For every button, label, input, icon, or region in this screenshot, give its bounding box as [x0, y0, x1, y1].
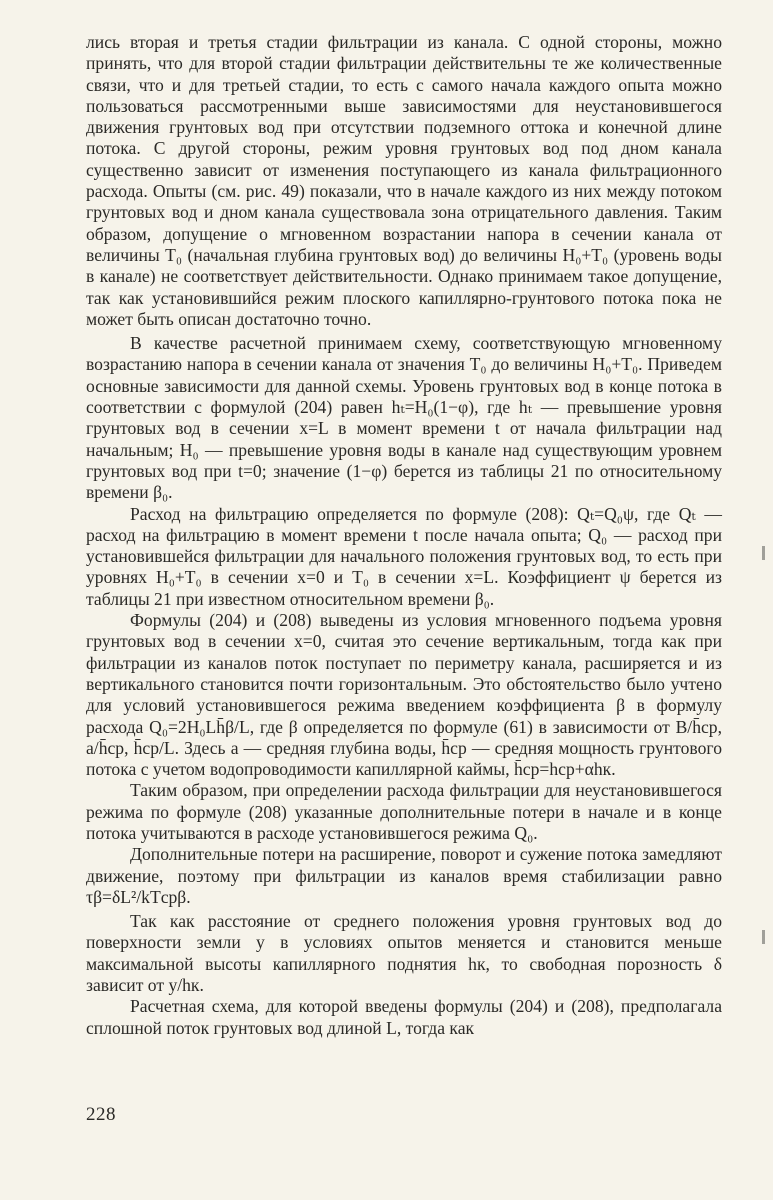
paragraph-1: лись вторая и третья стадии фильтрации из канала. С одной стороны, можно принять, что для второй стадии фильтрации действительны те же количественные связи, что и для третьей стадии, то есть с самого начала каждого опыта можно пользоваться рассмотренными выше зависимостями для неустановившегося движения грунтовых вод при отсутствии подземного оттока и конечной длине потока. С другой стороны, режим уровня грунтовых вод под дном канала существенно зависит от изменения поступающего из канала фильтрационного расхода. Опыты (см. рис. 49) показали, что в начале каждого из них между потоком грунтовых вод и дном канала существовала зона отрицательного давления. Таким образом, допущение о мгновенном возрастании напора в сечении канала от величины T₀ (начальная глубина грунтовых вод) до величины H₀+T₀ (уровень воды в канале) не соответствует действительности. Однако принимаем такое допущение, так как установившийся режим плоского капиллярно-грунтового потока пока не может быть описан достаточно точно.: [86, 32, 722, 329]
paragraph-2: В качестве расчетной принимаем схему, соответствующую мгновенному возрастанию напора в сечении канала от значения T₀ до величины H₀+T₀. Приведем основные зависимости для данной схемы. Уровень грунтовых вод в конце потока в соответствии с формулой (204) равен hₜ=H₀(1−φ), где hₜ — превышение уровня грунтовых вод в сечении x=L в момент времени t от начала фильтрации над начальным; H₀ — превышение уровня воды в канале над существующим уровнем грунтовых вод при t=0; значение (1−φ) берется из таблицы 21 по относительному времени β₀.: [86, 333, 722, 503]
paragraph-4: Формулы (204) и (208) выведены из условия мгновенного подъема уровня грунтовых вод в сечении x=0, считая это сечение вертикальным, тогда как при фильтрации из каналов поток поступает по периметру канала, расширяется и из вертикального становится почти горизонтальным. Это обстоятельство было учтено для условий установившегося режима введением коэффициента β в формулу расхода Q₀=2H₀Lh̄β/L, где β определяется по формуле (61) в зависимости от B/h̄ср, a/h̄ср, h̄ср/L. Здесь a — средняя глубина воды, h̄ср — средняя мощность грунтового потока с учетом водопроводимости капиллярной каймы, h̄ср=hср+αhк.: [86, 610, 722, 780]
page-edge-mark: [762, 930, 765, 944]
paragraph-5: Таким образом, при определении расхода фильтрации для неустановившегося режима по формуле (208) указанные дополнительные потери в начале и в конце потока учитываются в расходе установившегося режима Q₀.: [86, 780, 722, 843]
paragraph-7: Так как расстояние от среднего положения уровня грунтовых вод до поверхности земли y в условиях опытов меняется и становится меньше максимальной высоты капиллярного поднятия hк, то свободная порозность δ зависит от y/hк.: [86, 911, 722, 996]
body-text: [86, 32, 722, 1039]
page-edge-mark: [762, 546, 765, 560]
paragraph-3: Расход на фильтрацию определяется по формуле (208): Qₜ=Q₀ψ, где Qₜ — расход на фильтрацию в момент времени t после начала опыта; Q₀ — расход при установившейся фильтрации для начального положения грунтовых вод, то есть при уровнях H₀+T₀ в сечении x=0 и T₀ в сечении x=L. Коэффициент ψ берется из таблицы 21 при известном относительном времени β₀.: [86, 503, 722, 609]
paragraph-6: Дополнительные потери на расширение, поворот и сужение потока замедляют движение, поэтому при фильтрации из каналов время стабилизации равно τβ=δL²/kTсрβ.: [86, 844, 722, 907]
page-number: 228: [86, 1104, 116, 1125]
paragraph-8: Расчетная схема, для которой введены формулы (204) и (208), предполагала сплошной поток грунтовых вод длиной L, тогда как: [86, 996, 722, 1038]
